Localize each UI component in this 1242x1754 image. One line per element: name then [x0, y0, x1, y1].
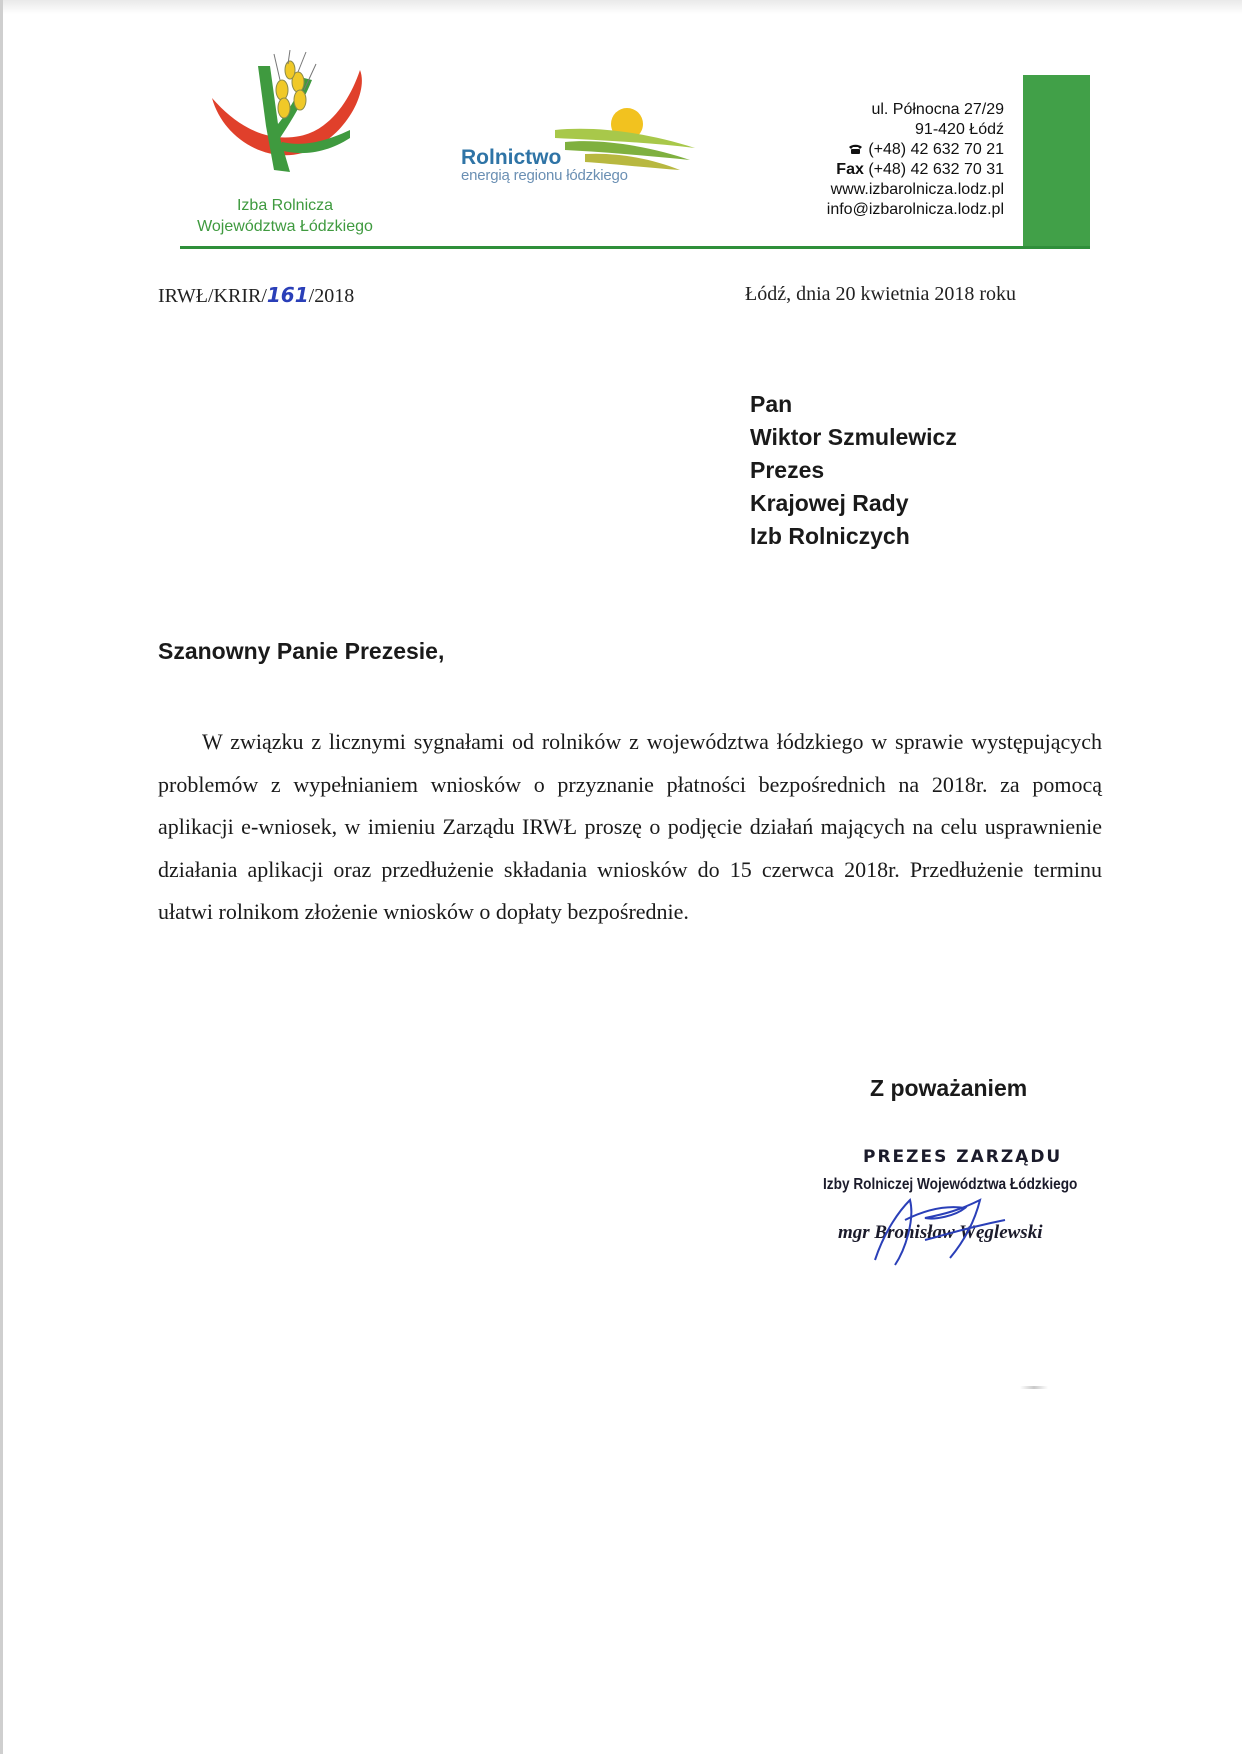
phone-icon — [848, 144, 863, 155]
izba-name — [150, 195, 420, 237]
brand-bar — [1023, 75, 1090, 247]
addressee-line: Krajowej Rady — [750, 490, 909, 516]
contact-phone: (+48) 42 632 70 21 — [868, 141, 1004, 158]
contact-fax-label: Fax — [836, 161, 864, 178]
letter-body: W związku z licznymi sygnałami od rolników z województwa łódzkiego w sprawie występujących problemów z wypełnianiem wniosków o przyznanie płatności bezpośrednich na 2018r. za pomocą aplikacji e-wniosek, w imieniu Zarządu IRWŁ proszę o podjęcie działań mających na celu usprawnienie działania aplikacji oraz przedłużenie składania wniosków do 15 czerwca 2018r. Przedłużenie terminu ułatwi rolnikom złożenie wniosków o dopłaty bezpośrednie. — [158, 729, 1102, 924]
scan-speck — [1020, 1386, 1048, 1389]
date-line: Łódź, dnia 20 kwietnia 2018 roku — [745, 283, 1017, 305]
izba-name-line1: Izba Rolnicza — [236, 197, 334, 214]
scan-edge-left — [0, 0, 3, 1754]
header-rule — [180, 246, 1090, 249]
scan-edge — [0, 0, 1242, 14]
contact-phone-line — [827, 140, 1004, 160]
reference-handwritten: 161 — [266, 283, 309, 307]
closing: Z poważaniem — [870, 1075, 1028, 1101]
reference-suffix: /2018 — [308, 285, 355, 307]
stamp-organization: Izby Rolniczej Województwa Łódzkiego — [823, 1176, 1078, 1193]
addressee-line: Wiktor Szmulewicz — [750, 424, 957, 450]
rolnictwo-subtitle: energią regionu łódzkiego — [461, 167, 628, 184]
addressee — [750, 388, 957, 553]
reference-number — [158, 283, 354, 308]
contact-street: ul. Północna 27/29 — [871, 101, 1004, 118]
contact-email: info@izbarolnicza.lodz.pl — [826, 201, 1004, 218]
addressee-line: Izb Rolniczych — [750, 523, 910, 549]
reference-prefix: IRWŁ/KRIR/ — [158, 285, 267, 307]
contact-fax-line — [827, 160, 1004, 180]
contact-block — [827, 100, 1004, 220]
wheat-logo — [200, 50, 380, 180]
stamp-title: PREZES ZARZĄDU — [863, 1147, 1063, 1167]
contact-fax: (+48) 42 632 70 31 — [868, 161, 1004, 178]
signature — [865, 1180, 1015, 1270]
salutation: Szanowny Panie Prezesie, — [158, 638, 445, 664]
contact-website: www.izbarolnicza.lodz.pl — [830, 181, 1004, 198]
addressee-line: Prezes — [750, 457, 825, 483]
rolnictwo-title: Rolnictwo — [461, 146, 562, 169]
izba-name-line2: Województwa Łódzkiego — [197, 218, 373, 235]
contact-postal: 91-420 Łódź — [915, 121, 1004, 138]
addressee-line: Pan — [750, 391, 793, 417]
stamp-name: mgr Bronisław Węglewski — [838, 1222, 1043, 1243]
